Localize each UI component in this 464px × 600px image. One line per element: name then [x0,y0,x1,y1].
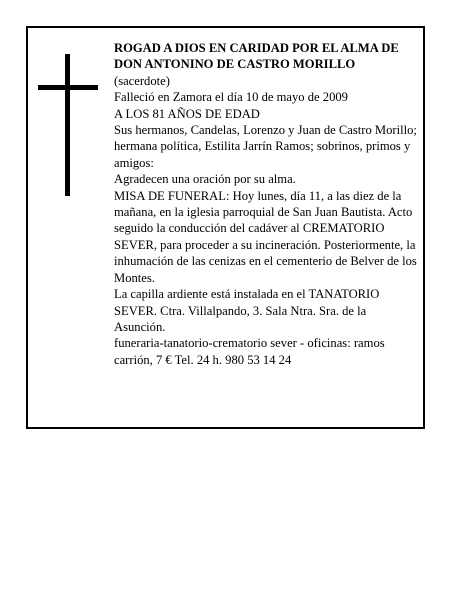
age-at-death: A LOS 81 AÑOS DE EDAD [114,106,260,121]
latin-cross-icon [38,54,98,196]
death-details: Falleció en Zamora el día 10 de mayo de 2009 [114,90,348,105]
family-members: Sus hermanos, Candelas, Lorenzo y Juan de Castro Morillo; hermana política, Estilita Jarrín Ramos; sobrinos, primos y amigos: [114,123,417,170]
funeral-home-contact: funeraria-tanatorio-crematorio sever - oficinas: ramos carrión, 7 € Tel. 24 h. 980 53 14 24 [114,336,385,367]
funeral-mass-details: MISA DE FUNERAL: Hoy lunes, día 11, a las diez de la mañana, en la iglesia parroquial de San Juan Bautista. Acto seguido la conducción del cadáver al CREMATORIO SEVER, para proceder a su incineración. Posteriormente, la inhumación de las cenizas en el cementerio de Belver de los Montes. [114,188,417,285]
deceased-role: (sacerdote) [114,73,170,88]
chapel-location: La capilla ardiente está instalada en el TANATORIO SEVER. Ctra. Villalpando, 3. Sala Ntra. Sra. de la Asunción. [114,287,380,334]
obituary-notice [26,26,425,429]
cross-vertical-bar [65,54,70,196]
obituary-text [114,40,420,368]
prayer-request: Agradecen una oración por su alma. [114,172,296,187]
cross-horizontal-bar [38,85,98,90]
obituary-heading: ROGAD A DIOS EN CARIDAD POR EL ALMA DE DON ANTONINO DE CASTRO MORILLO [114,41,399,72]
